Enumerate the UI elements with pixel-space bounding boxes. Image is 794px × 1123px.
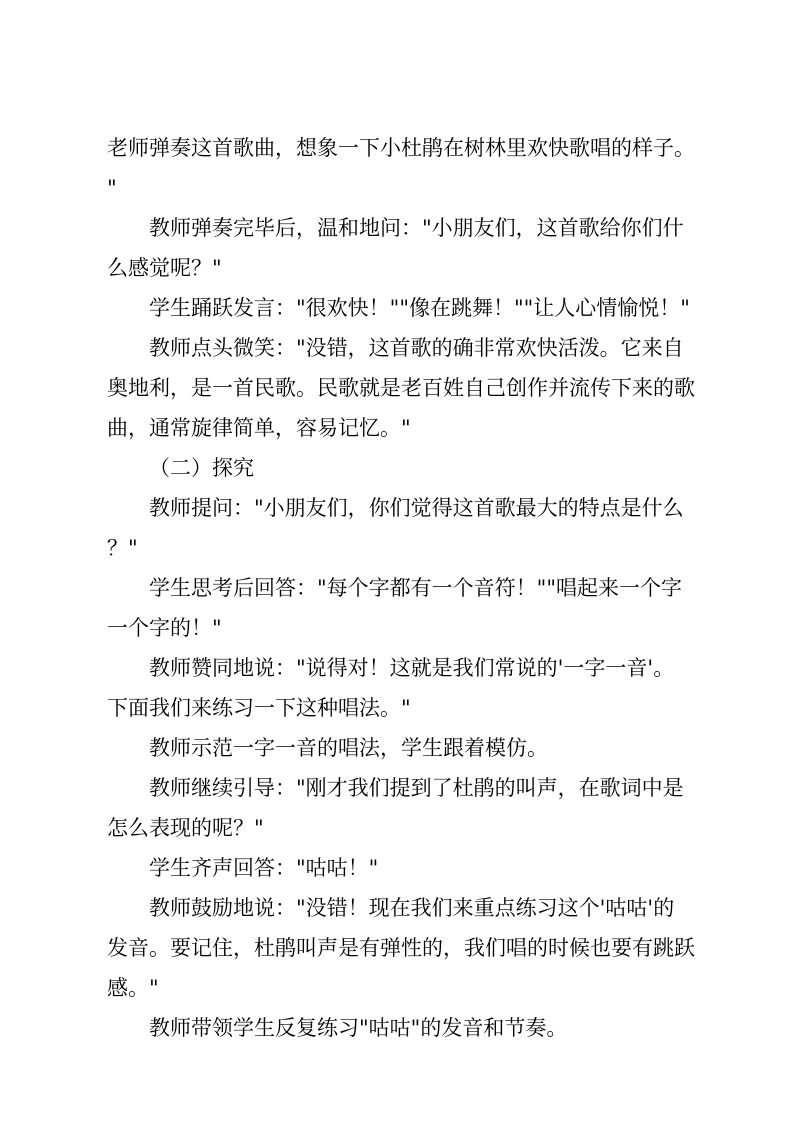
paragraph-practice: 教师带领学生反复练习"咕咕"的发音和节奏。: [149, 1016, 568, 1040]
paragraph-student-reply: 学生思考后回答："每个字都有一个音符！""唱起来一个字一个字的！": [107, 576, 682, 640]
paragraph-teacher-prompt: 教师提问："小朋友们，你们觉得这首歌最大的特点是什么？": [107, 496, 684, 560]
paragraph-teacher-explanation: 教师点头微笑："没错，这首歌的确非常欢快活泼。它来自奥地利，是一首民歌。民歌就是老百姓自己创作并流传下来的歌曲，通常旋律简单，容易记忆。": [107, 336, 695, 440]
paragraph-continuation: 老师弹奏这首歌曲，想象一下小杜鹃在树林里欢快歌唱的样子。": [107, 136, 695, 200]
section-heading-explore: （二）探究: [149, 456, 254, 480]
paragraph-teacher-encourages: 教师鼓励地说："没错！现在我们来重点练习这个'咕咕'的发音。要记住，杜鹃叫声是有弹性的，我们唱的时候也要有跳跃感。": [107, 896, 695, 1000]
paragraph-student-answers: 学生踊跃发言："很欢快！""像在跳舞！""让人心情愉悦！": [149, 296, 690, 320]
paragraph-teacher-agrees: 教师赞同地说："说得对！这就是我们常说的'一字一音'。下面我们来练习一下这种唱法。": [107, 656, 675, 720]
paragraph-teacher-guides: 教师继续引导："刚才我们提到了杜鹃的叫声，在歌词中是怎么表现的呢？": [107, 776, 684, 840]
paragraph-students-chorus: 学生齐声回答："咕咕！": [149, 856, 379, 880]
paragraph-teacher-question: 教师弹奏完毕后，温和地问："小朋友们，这首歌给你们什么感觉呢？": [107, 216, 684, 280]
paragraph-demonstration: 教师示范一字一音的唱法，学生跟着模仿。: [149, 736, 548, 760]
document-body: [107, 128, 695, 1048]
